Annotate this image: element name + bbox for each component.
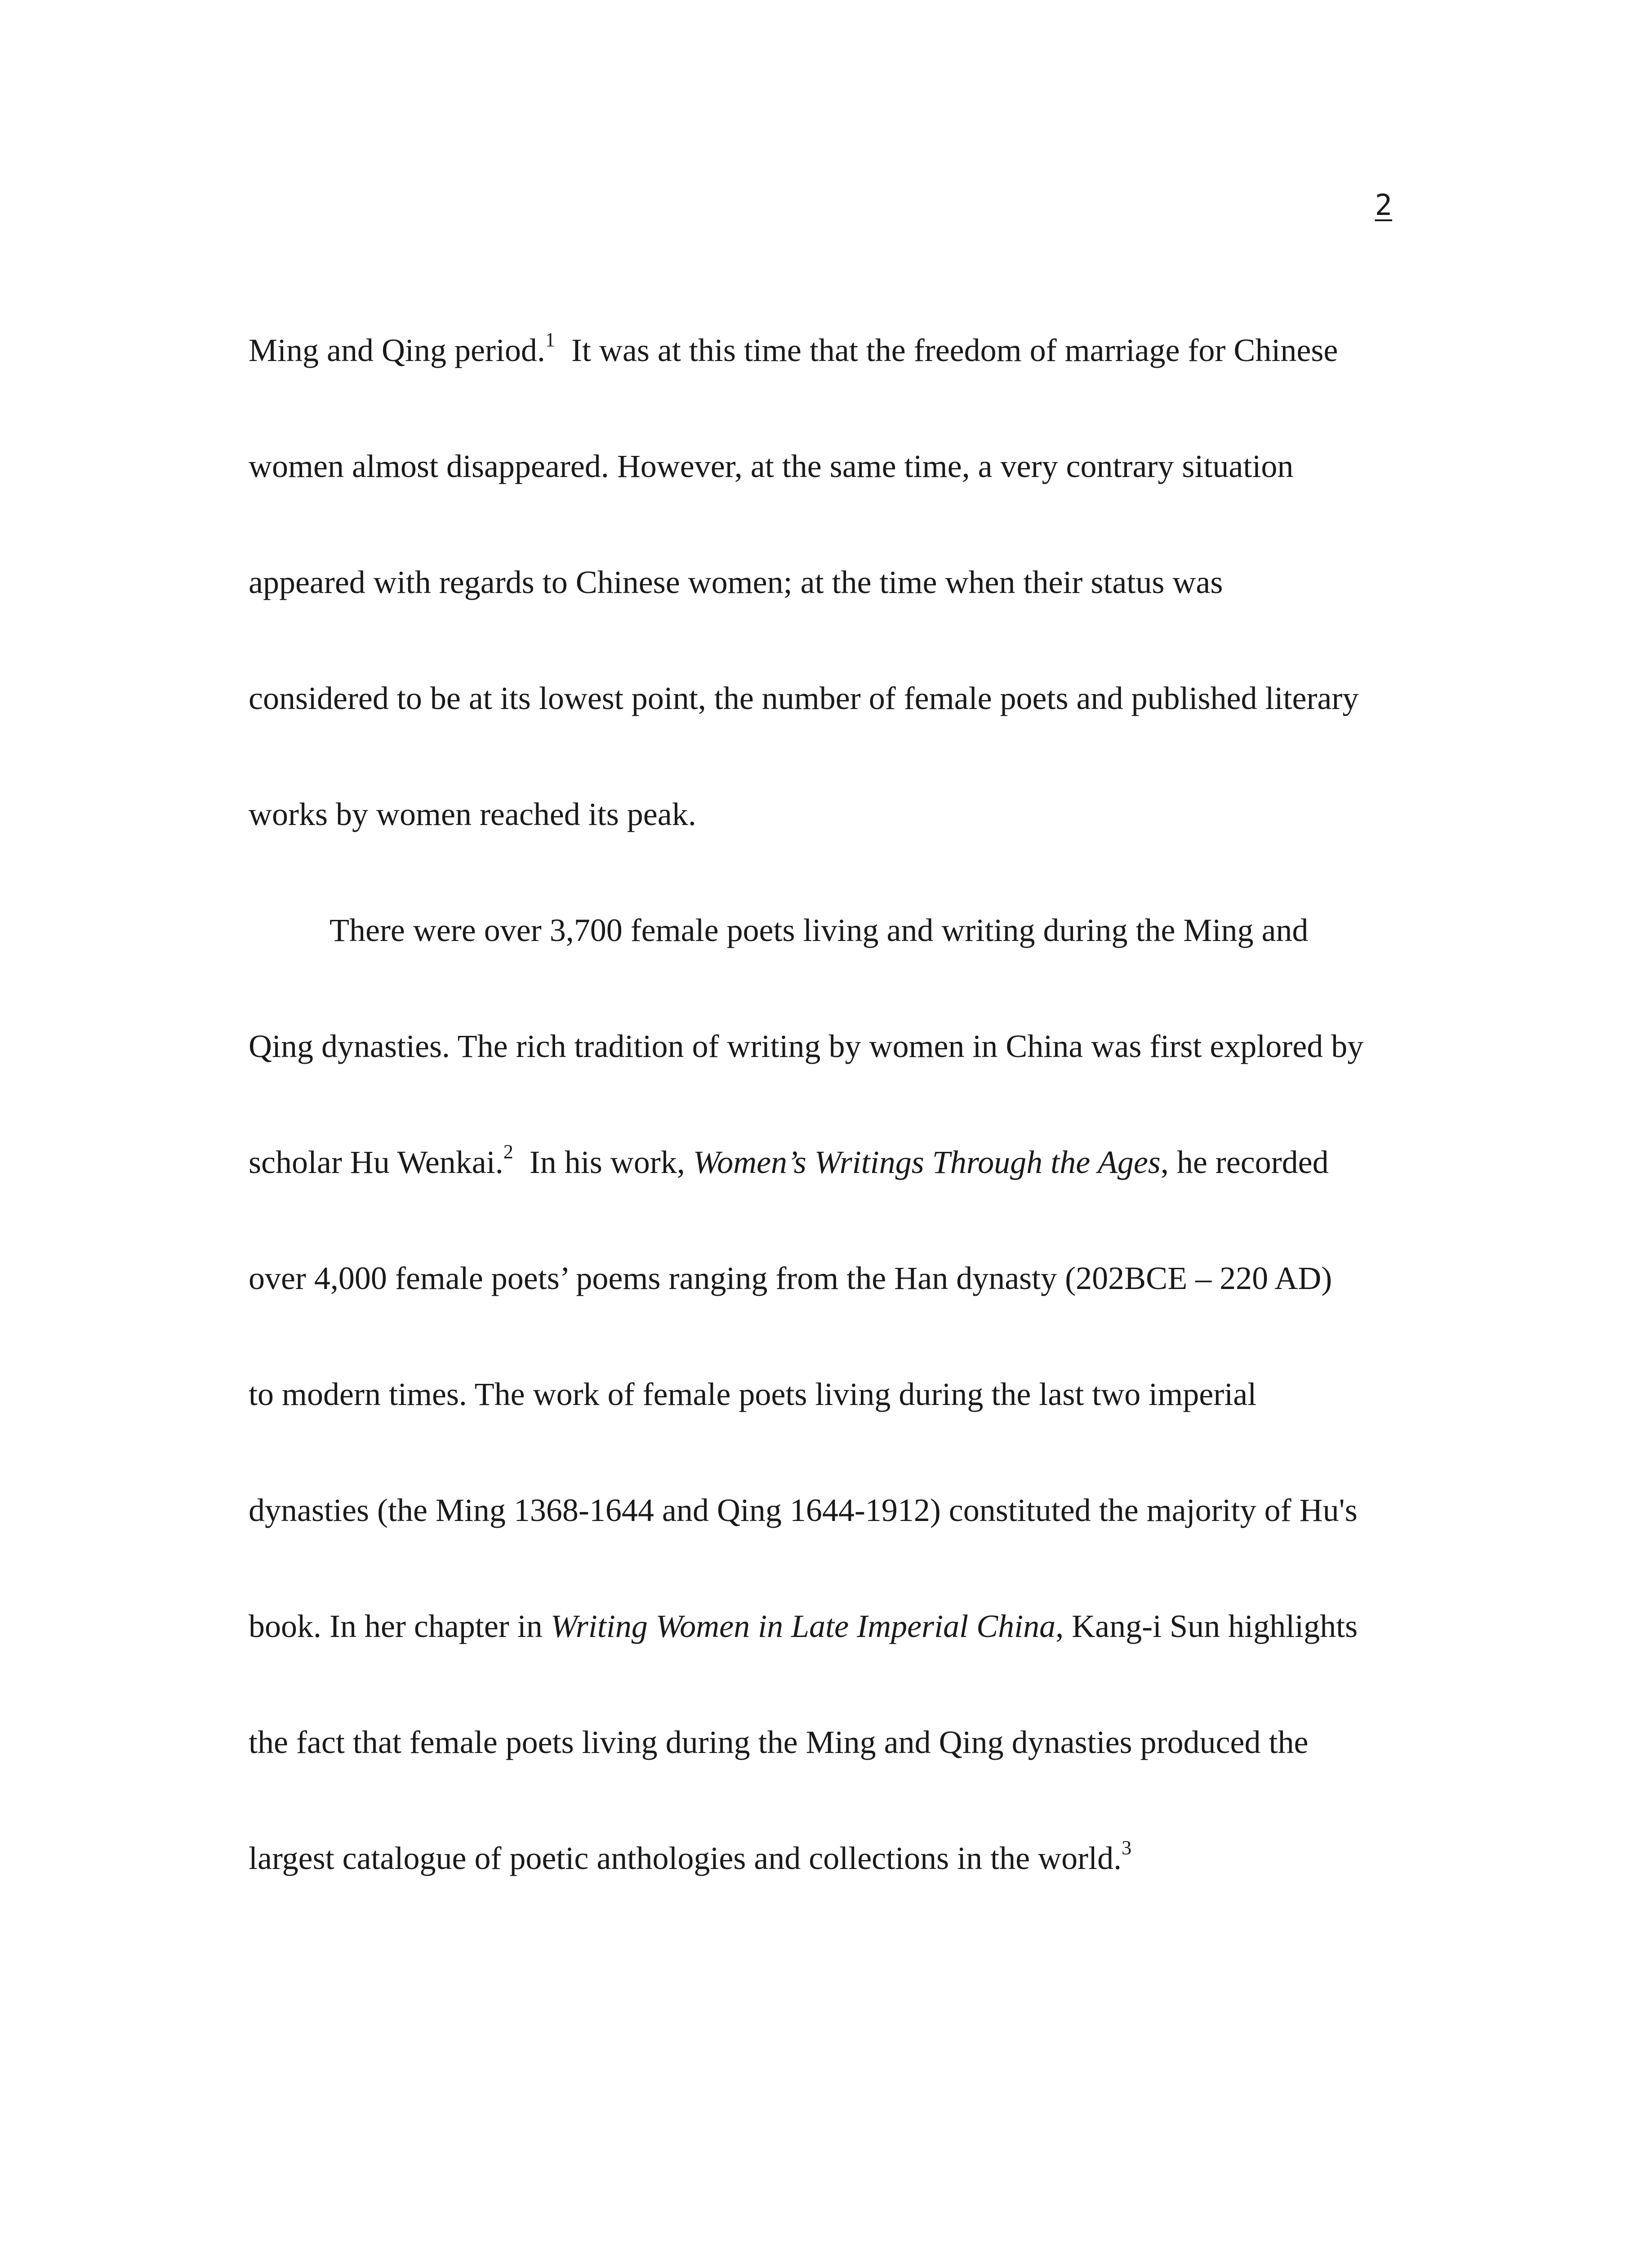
text-line xyxy=(249,1220,1403,1336)
line-text: It was at this time that the freedom of marriage for Chinese xyxy=(555,332,1338,368)
line-text: , Kang-i Sun highlights xyxy=(1055,1608,1358,1644)
line-text: appeared with regards to Chinese women; at the time when their status was xyxy=(249,564,1223,600)
book-title: Writing Women in Late Imperial China xyxy=(550,1608,1056,1644)
text-line xyxy=(249,872,1403,988)
line-text: women almost disappeared. However, at the same time, a very contrary situation xyxy=(249,448,1294,484)
line-text: Qing dynasties. The rich tradition of writing by women in China was first explored by xyxy=(249,1028,1364,1064)
text-line xyxy=(249,1452,1403,1568)
line-text: largest catalogue of poetic anthologies and collections in the world. xyxy=(249,1840,1122,1876)
line-text: considered to be at its lowest point, the number of female poets and published literary xyxy=(249,680,1359,716)
line-text: There were over 3,700 female poets living and writing during the Ming and xyxy=(330,912,1309,948)
line-text: In his work, xyxy=(513,1144,693,1180)
body-text xyxy=(249,292,1403,1916)
text-line xyxy=(249,408,1403,524)
text-line xyxy=(249,1336,1403,1452)
text-line xyxy=(249,1684,1403,1800)
text-line xyxy=(249,640,1403,756)
text-line xyxy=(249,1568,1403,1684)
line-text: scholar Hu Wenkai. xyxy=(249,1144,503,1180)
text-line xyxy=(249,1104,1403,1220)
line-text: works by women reached its peak. xyxy=(249,796,696,832)
line-text: Ming and Qing period. xyxy=(249,332,545,368)
text-line xyxy=(249,988,1403,1104)
line-text: book. In her chapter in xyxy=(249,1608,551,1644)
book-title: Women’s Writings Through the Ages xyxy=(693,1144,1161,1180)
footnote-marker[interactable]: 1 xyxy=(545,329,555,351)
text-line xyxy=(249,292,1403,408)
line-text: the fact that female poets living during the Ming and Qing dynasties produced the xyxy=(249,1724,1309,1760)
line-text: over 4,000 female poets’ poems ranging from the Han dynasty (202BCE – 220 AD) xyxy=(249,1260,1332,1296)
line-text: , he recorded xyxy=(1160,1144,1329,1180)
line-text: dynasties (the Ming 1368-1644 and Qing 1644-1912) constituted the majority of Hu's xyxy=(249,1492,1358,1528)
line-text: to modern times. The work of female poets living during the last two imperial xyxy=(249,1376,1257,1412)
page-number: 2 xyxy=(1375,189,1392,222)
text-line xyxy=(249,1800,1403,1916)
text-line xyxy=(249,756,1403,872)
text-line xyxy=(249,524,1403,640)
footnote-marker[interactable]: 2 xyxy=(503,1141,513,1163)
footnote-marker[interactable]: 3 xyxy=(1122,1837,1132,1859)
